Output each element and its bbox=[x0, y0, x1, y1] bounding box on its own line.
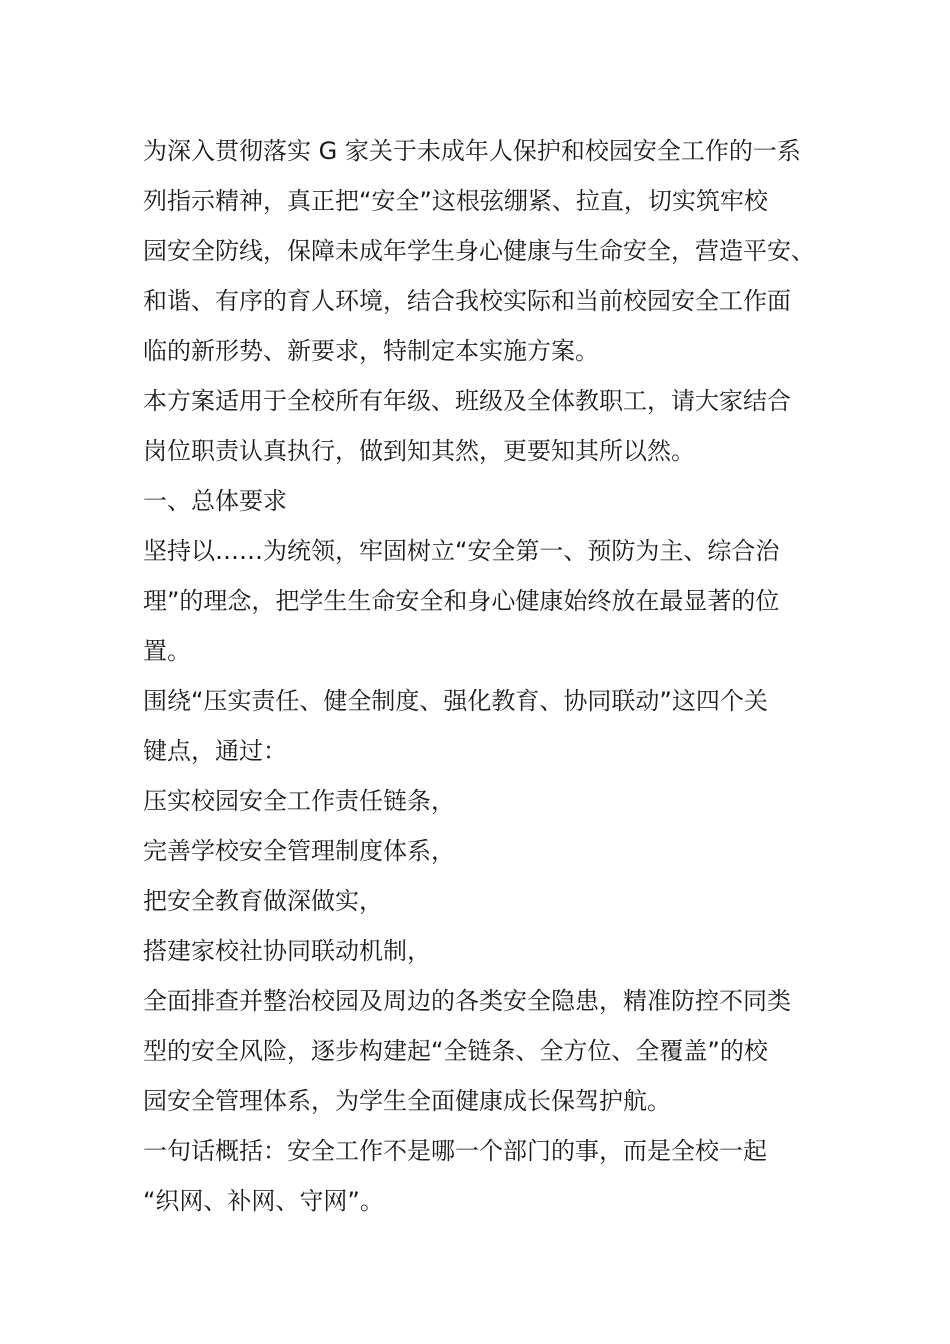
text-line: 置。 bbox=[143, 637, 191, 665]
text-line: 园安全管理体系，为学生全面健康成长保驾护航。 bbox=[143, 1087, 671, 1115]
text-line: 列指示精神，真正把“安全”这根弦绷紧、拉直，切实筑牢校 bbox=[143, 187, 768, 215]
text-line: 全面排查并整治校园及周边的各类安全隐患，精准防控不同类 bbox=[143, 987, 791, 1015]
text-line: 一句话概括：安全工作不是哪一个部门的事，而是全校一起 bbox=[143, 1137, 767, 1165]
text-line: 理”的理念，把学生生命安全和身心健康始终放在最显著的位 bbox=[143, 587, 780, 615]
text-line: 园安全防线，保障未成年学生身心健康与生命安全，营造平安、 bbox=[143, 237, 815, 265]
list-item: 把安全教育做深做实， bbox=[143, 887, 383, 915]
text-line: 本方案适用于全校所有年级、班级及全体教职工，请大家结合 bbox=[143, 387, 791, 415]
text-line: 为深入贯彻落实 G 家关于未成年人保护和校园安全工作的一系 bbox=[143, 137, 801, 165]
text-line: 坚持以……为统领，牢固树立“安全第一、预防为主、综合治 bbox=[143, 537, 780, 565]
section-heading: 一、总体要求 bbox=[143, 487, 287, 515]
list-item: 完善学校安全管理制度体系， bbox=[143, 837, 455, 865]
document-body bbox=[143, 126, 823, 1226]
list-item: 压实校园安全工作责任链条， bbox=[143, 787, 455, 815]
text-line: 围绕“压实责任、健全制度、强化教育、协同联动”这四个关 bbox=[143, 687, 768, 715]
text-line: 和谐、有序的育人环境，结合我校实际和当前校园安全工作面 bbox=[143, 287, 791, 315]
text-line: “织网、补网、守网”。 bbox=[143, 1187, 384, 1215]
text-line: 临的新形势、新要求，特制定本实施方案。 bbox=[143, 337, 599, 365]
text-line: 型的安全风险，逐步构建起“全链条、全方位、全覆盖”的校 bbox=[143, 1037, 768, 1065]
text-line: 键点，通过： bbox=[143, 737, 287, 765]
list-item: 搭建家校社协同联动机制， bbox=[143, 937, 431, 965]
text-line: 岗位职责认真执行，做到知其然，更要知其所以然。 bbox=[143, 437, 695, 465]
